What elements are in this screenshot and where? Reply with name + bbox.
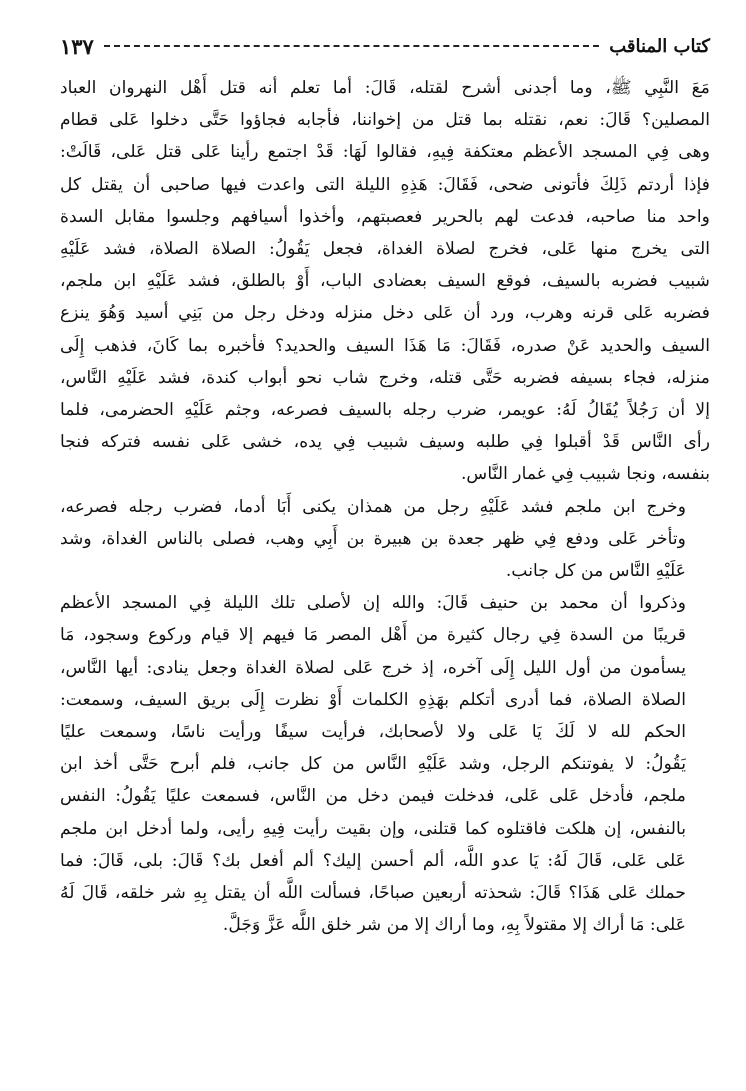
text-line: بالنفس، إن هلكت فاقتلوه كما قتلنى، وإن بقيت رأيت فِيهِ رأيى، ولما أدخل ابن ملجم — [60, 818, 686, 839]
text-line: منزله، فجاء بسيفه فضربه حَتَّى قتله، وخرج شاب نحو أبواب كندة، فشد عَلَيْهِ النَّاس، — [60, 367, 710, 388]
header-divider — [104, 45, 599, 47]
text-line: الصلاة الصلاة، فما أدرى أتكلم بهَذِهِ الكلمات أَوْ نظرت إِلَى بريق السيف، وسمعت: — [60, 689, 686, 710]
text-line: الحكم لله لا لَكَ يَا عَلى ولا لأصحابك، فرأيت سيفًا ورأيت ناسًا، وسمعت عليًا — [60, 722, 686, 743]
text-line: بنفسه، ونجا شبيب فِي غمار النَّاس. — [460, 464, 710, 485]
body-text — [60, 72, 710, 941]
text-line: رأى النَّاس قَدْ أقبلوا فِي طلبه وسيف شبيب فِي يده، خشى عَلى نفسه فتركه فنجا — [60, 432, 710, 453]
paragraph-1 — [60, 72, 710, 491]
text-line: فضربه عَلى قرنه وهرب، ورد أن عَلى دخل منزله ودخل رجل من بَنِي أسيد وَهُوَ ينزع — [60, 303, 710, 324]
text-line: إلا أن رَجُلاً يُقَالُ لَهُ: عويمر، ضرب رجله بالسيف فصرعه، وجثم عَلَيْهِ الحضرمى، فلما — [60, 400, 710, 421]
text-line: قريبًا من السدة فِي رجال كثيرة من أَهْل المصر مَا فيهم إلا قيام وركوع وسجود، مَا — [60, 625, 686, 646]
text-line: وتأخر عَلى ودفع فِي ظهر جعدة بن هبيرة بن أَبِي وهب، فصلى بالناس الغداة، وشد — [60, 528, 686, 549]
text-line: مَعَ النَّبِي ﷺ، وما أجدنى أشرح لقتله، قَالَ: أما تعلم أنه قتل أَهْل النهروان العباد — [60, 78, 710, 98]
text-line: ملجم، فأدخل عَلى عَلى، فدخلت فيمن دخل من النَّاس، فسمعت عليًا يَقُولُ: النفس — [60, 786, 686, 807]
text-line: حملك عَلى هَذَا؟ قَالَ: شحذته أربعين صباحًا، فسألت اللَّه أن يقتل بِهِ شر خلقه، قَالَ لَهُ — [60, 883, 686, 904]
text-line: وخرج ابن ملجم فشد عَلَيْهِ رجل من همذان يكنى أَبَا أدما، فضرب رجله فصرعه، — [60, 496, 686, 517]
text-line: فإذا أردتم ذَلِكَ فأتونى ضحى، فَقَالَ: هَذِهِ الليلة التى واعدت فيها صاحبى أن يقتل كل — [60, 174, 710, 195]
text-line: وهى فِي المسجد الأعظم معتكفة فِيهِ، فقالوا لَهَا: قَدْ اجتمع رأينا عَلى قتل عَلى، قَالَتْ: — [60, 142, 710, 163]
paragraph-2 — [60, 491, 710, 588]
paragraph-3 — [60, 587, 710, 941]
page-header — [60, 30, 710, 62]
text-line: التى يخرج منها عَلى، فخرج لصلاة الغداة، فجعل يَقُولُ: الصلاة الصلاة، فشد عَلَيْهِ — [60, 239, 710, 260]
text-line: شبيب فضربه بالسيف، فوقع السيف بعضادى الباب، أَوْ بالطلق، فشد عَلَيْهِ ابن ملجم، — [60, 271, 710, 292]
running-title: كتاب المناقب — [609, 35, 710, 57]
text-line: يسأمون من أول الليل إِلَى آخره، إذ خرج عَلى لصلاة الغداة وجعل ينادى: أيها النَّاس، — [60, 657, 686, 678]
text-line: عَلى: مَا أراك إلا مقتولاً بِهِ، وما أراك إلا من شر خلق اللَّه عَزَّ وَجَلَّ. — [222, 915, 686, 936]
text-line: السيف والحديد عَنْ صدره، فَقَالَ: مَا هَذَا السيف والحديد؟ فأخبره بما كَانَ، فذهب إِلَى — [60, 335, 710, 356]
text-line: عَلَيْهِ النَّاس من كل جانب. — [505, 561, 686, 582]
text-line: المصلين؟ قَالَ: نعم، نقتله بما قتل من إخواننا، فأجابه فجاؤوا حَتَّى دخلوا عَلى قطام — [60, 110, 710, 131]
text-line: يَقُولُ: لا يفوتنكم الرجل، وشد عَلَيْهِ النَّاس من كل جانب، فلم أبرح حَتَّى أخذ ابن — [60, 754, 686, 775]
text-line: عَلى عَلى، قَالَ لَهُ: يَا عدو اللَّه، ألم أحسن إليك؟ ألم أفعل بك؟ قَالَ: بلى، قَالَ: فما — [60, 850, 686, 871]
text-line: واحد منا صاحبه، فدعت لهم بالحرير فعصبتهم، وأخذوا أسيافهم وجلسوا مقابل السدة — [60, 206, 710, 227]
text-line: وذكروا أن محمد بن حنيف قَالَ: والله إن لأصلى تلك الليلة فِي المسجد الأعظم — [60, 593, 686, 614]
book-page — [60, 30, 710, 1070]
page-number: ١٣٧ — [60, 33, 94, 59]
